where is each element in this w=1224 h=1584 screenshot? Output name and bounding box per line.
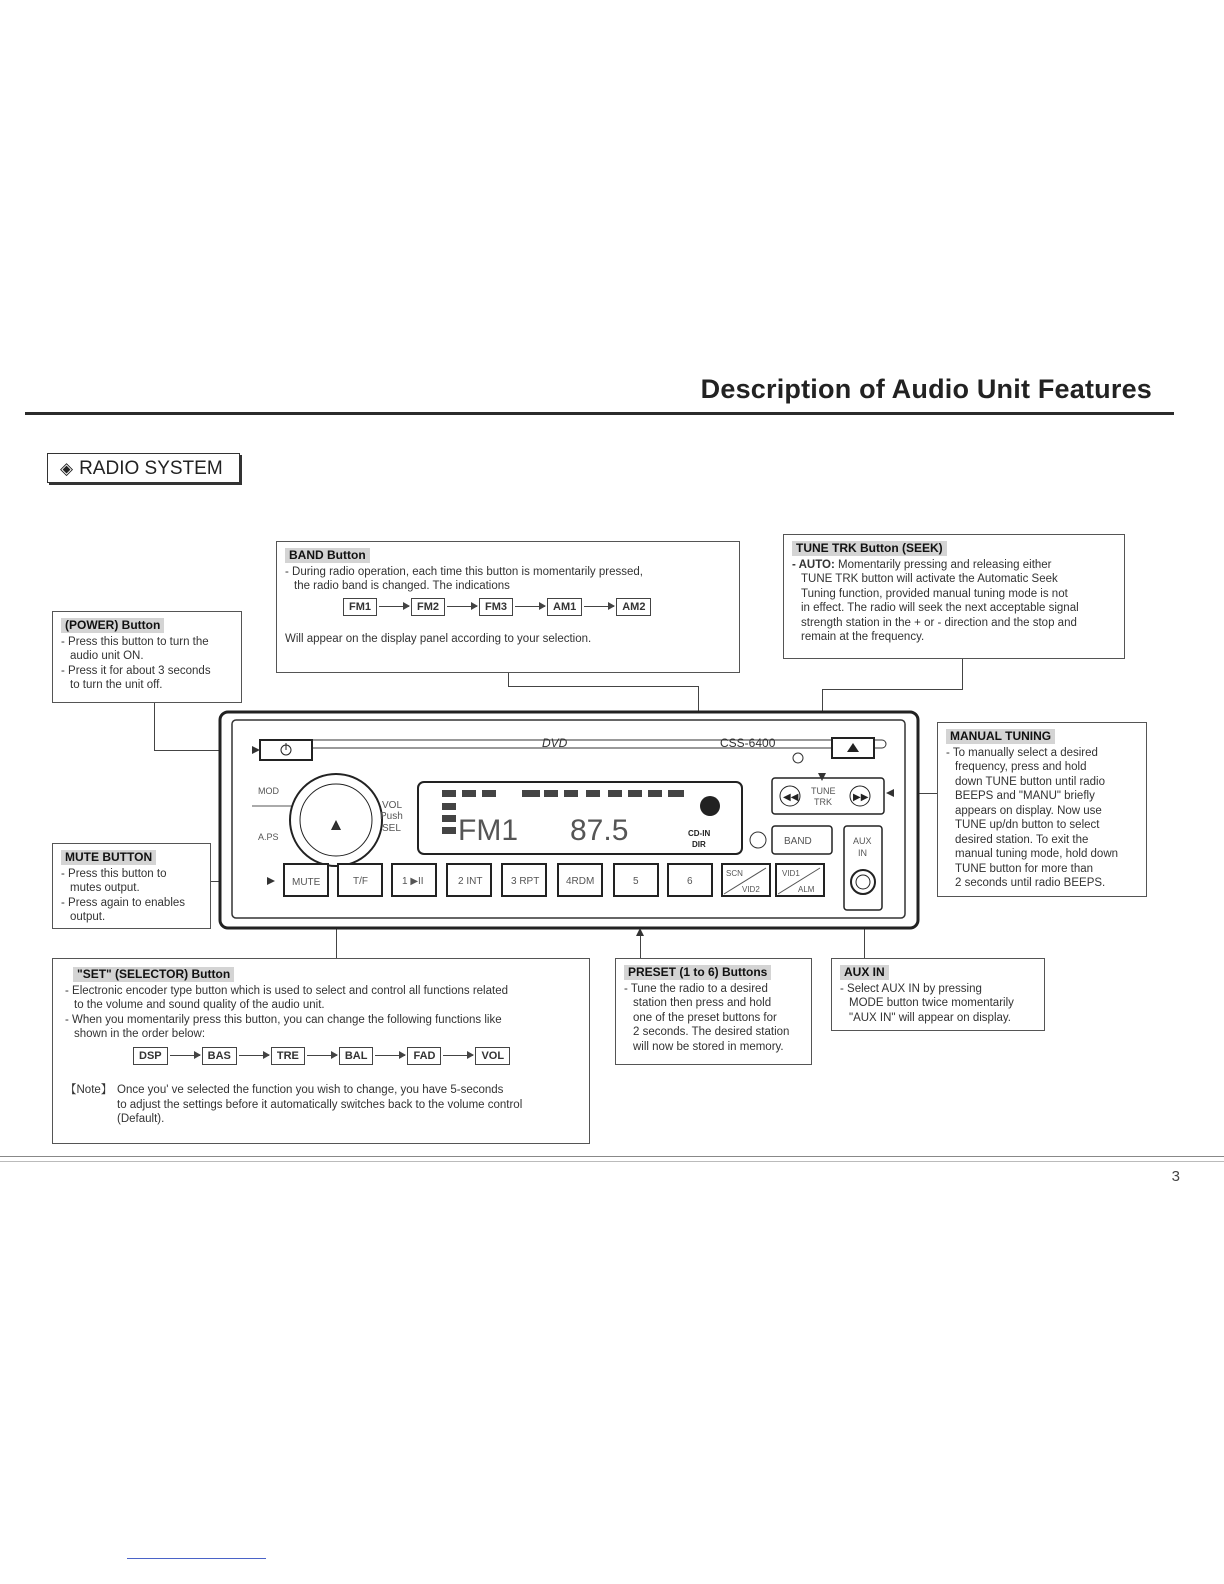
- preset-4-label: 4RDM: [566, 876, 595, 887]
- preset-line: will now be stored in memory.: [633, 1040, 784, 1053]
- preset-line: one of the preset buttons for: [633, 1011, 777, 1024]
- manual-line: TUNE button for more than: [955, 862, 1094, 875]
- band-button-label: BAND: [784, 836, 812, 847]
- aux-line: - Select AUX IN by pressing: [840, 982, 982, 995]
- mute-line: - Press this button to: [61, 867, 167, 880]
- display-frequency: 87.5: [570, 814, 629, 847]
- band-heading: BAND Button: [285, 548, 370, 563]
- manual-line: down TUNE button until radio: [955, 775, 1106, 788]
- page-number: 3: [1171, 1168, 1180, 1185]
- tune-label: TUNE: [811, 786, 836, 796]
- preset-3-label: 3 RPT: [511, 876, 540, 887]
- tune-line: Tuning function, provided manual tuning mode is not: [801, 587, 1068, 600]
- alm-label: ALM: [798, 885, 815, 894]
- set-note-line: to adjust the settings before it automatically switches back to the volume control: [117, 1098, 523, 1111]
- set-line: shown in the order below:: [74, 1028, 206, 1040]
- mute-button-label: MUTE: [292, 877, 321, 888]
- tune-line: strength station in the + or - direction and the stop and: [801, 616, 1077, 629]
- set-line: - Electronic encoder type button which is used to select and control all functions related: [65, 984, 508, 997]
- tune-line: TUNE TRK button will activate the Automatic Seek: [801, 573, 1058, 585]
- aux-label-2: IN: [858, 848, 867, 858]
- tune-heading: TUNE TRK Button (SEEK): [792, 541, 947, 556]
- scn-label: SCN: [726, 869, 743, 878]
- manual-line: desired station. To exit the: [955, 833, 1089, 846]
- page-title: Description of Audio Unit Features: [700, 374, 1152, 404]
- manual-line: 2 seconds until radio BEEPS.: [955, 877, 1106, 889]
- manual-line: TUNE up/dn button to select: [955, 819, 1100, 831]
- mute-line: output.: [70, 911, 106, 923]
- band-flow-fm3: FM3: [479, 598, 513, 617]
- band-flow-am2: AM2: [616, 598, 651, 617]
- sel-label: SEL: [382, 823, 401, 834]
- model-label: CSS-6400: [720, 736, 776, 750]
- preset-6-label: 6: [687, 876, 693, 887]
- manual-line: BEEPS and "MANU" briefly: [955, 790, 1095, 802]
- power-line: - Press this button to turn the: [61, 635, 209, 648]
- set-flow-fad: FAD: [407, 1047, 441, 1066]
- preset-1-label: 1 ▶II: [402, 876, 424, 887]
- manual-line: - To manually select a desired: [946, 746, 1098, 759]
- band-note: Will appear on the display panel according to your selection.: [285, 633, 592, 645]
- preset-heading: PRESET (1 to 6) Buttons: [624, 965, 771, 980]
- manual-line: frequency, press and hold: [955, 761, 1087, 773]
- set-line: - When you momentarily press this button, you can change the following functions like: [65, 1013, 502, 1026]
- vid1-label: VID1: [782, 869, 800, 878]
- vid2-label: VID2: [742, 885, 760, 894]
- aux-heading: AUX IN: [840, 965, 889, 980]
- set-line: to the volume and sound quality of the audio unit.: [74, 999, 325, 1011]
- tf-button-label: T/F: [353, 876, 368, 887]
- preset-5-label: 5: [633, 876, 639, 887]
- footer-rule: [0, 1156, 1224, 1157]
- power-heading: (POWER) Button: [61, 618, 164, 633]
- section-label: RADIO SYSTEM: [79, 458, 223, 479]
- push-label: Push: [380, 811, 403, 822]
- set-flow-dsp: DSP: [133, 1047, 168, 1066]
- manual-heading: MANUAL TUNING: [946, 729, 1055, 744]
- set-heading: "SET" (SELECTOR) Button: [73, 967, 234, 982]
- manual-line: appears on display. Now use: [955, 804, 1102, 817]
- aux-label-1: AUX: [853, 836, 872, 846]
- mute-line: - Press again to enables: [61, 896, 186, 909]
- manual-line: manual tuning mode, hold down: [955, 848, 1119, 860]
- tune-line-1: Momentarily pressing and releasing either: [838, 558, 1052, 571]
- cd-in-label: CD-IN: [688, 829, 711, 838]
- band-flow-fm1: FM1: [343, 598, 377, 617]
- fast-forward-icon: ▶▶: [853, 792, 869, 803]
- bottom-link-line: [127, 1558, 266, 1559]
- display-band: FM1: [458, 814, 518, 847]
- band-text-1: - During radio operation, each time this button is momentarily pressed,: [285, 565, 643, 578]
- set-note-label: 【Note】: [65, 1084, 113, 1096]
- band-flow-fm2: FM2: [411, 598, 445, 617]
- rewind-icon: ◀◀: [783, 792, 799, 803]
- set-flow-bal: BAL: [339, 1047, 374, 1066]
- preset-line: station then press and hold: [633, 997, 772, 1009]
- mute-line: mutes output.: [70, 882, 140, 894]
- aux-line: MODE button twice momentarily: [849, 997, 1014, 1009]
- set-note-line: (Default).: [117, 1113, 165, 1125]
- aps-label: A.PS: [258, 832, 279, 842]
- power-line: audio unit ON.: [70, 650, 144, 662]
- power-line: - Press it for about 3 seconds: [61, 664, 211, 677]
- tune-line: remain at the frequency.: [801, 631, 925, 643]
- set-flow-bas: BAS: [202, 1047, 237, 1066]
- set-note-line: Once you' ve selected the function you wish to change, you have 5-seconds: [117, 1084, 504, 1096]
- footer-rule: [0, 1161, 1224, 1162]
- trk-label: TRK: [814, 797, 832, 807]
- aux-line: "AUX IN" will appear on display.: [849, 1011, 1011, 1024]
- tune-auto-label: - AUTO:: [792, 558, 835, 571]
- tune-line: in effect. The radio will seek the next acceptable signal: [801, 602, 1079, 614]
- vol-label: VOL: [382, 800, 403, 811]
- preset-line: 2 seconds. The desired station: [633, 1026, 790, 1038]
- preset-line: - Tune the radio to a desired: [624, 982, 768, 995]
- dvd-label: DVD: [542, 736, 568, 750]
- band-text-2: the radio band is changed. The indications: [294, 580, 510, 592]
- dir-label: DIR: [692, 840, 706, 849]
- mute-heading: MUTE BUTTON: [61, 850, 156, 865]
- preset-2-label: 2 INT: [458, 876, 483, 887]
- set-flow-vol: VOL: [475, 1047, 510, 1066]
- diamond-icon: ◈: [60, 459, 74, 478]
- band-flow-am1: AM1: [547, 598, 582, 617]
- mod-label: MOD: [258, 786, 279, 796]
- power-line: to turn the unit off.: [70, 679, 163, 691]
- set-flow-tre: TRE: [271, 1047, 305, 1066]
